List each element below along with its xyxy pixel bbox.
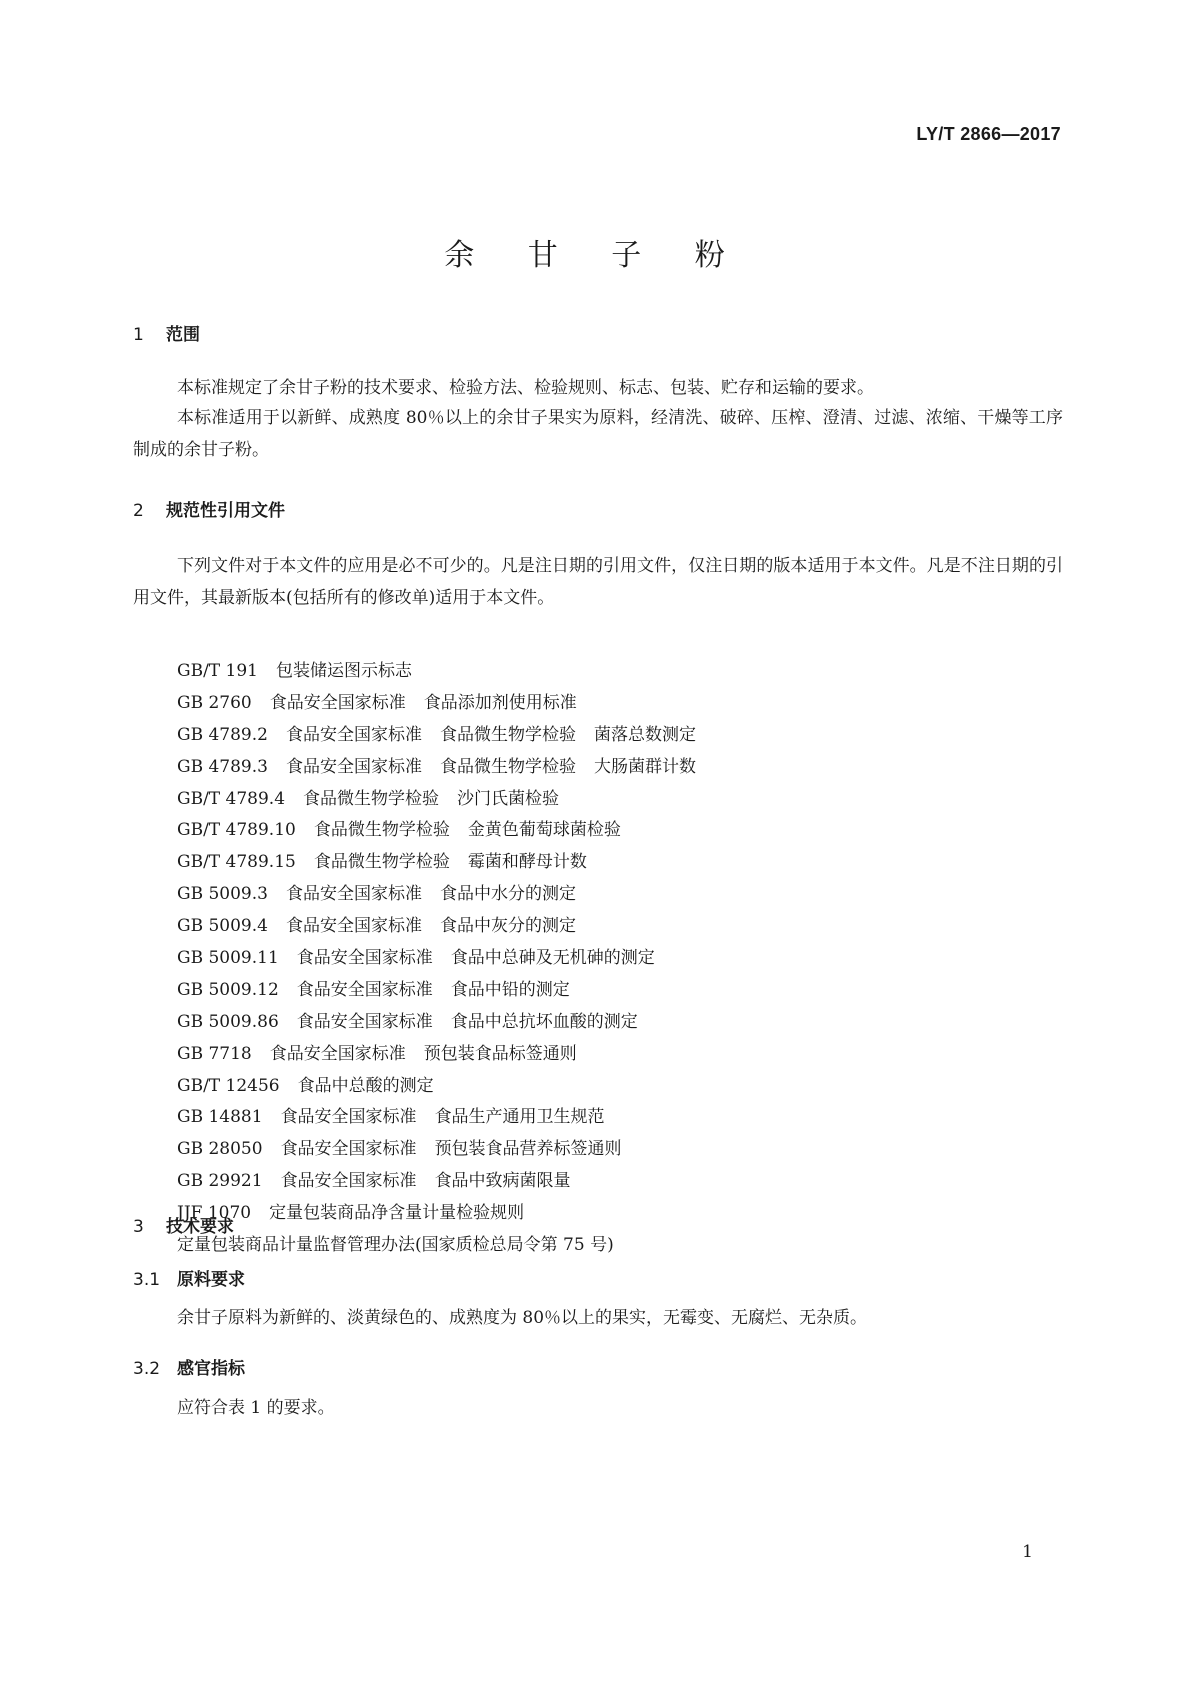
reference-code: GB 5009.4: [177, 916, 268, 937]
reference-subtitle: 沙门氏菌检验: [457, 788, 560, 809]
reference-code: GB 5009.11: [177, 948, 279, 969]
section-1-paragraph-2: 本标准适用于以新鲜、成熟度 80％以上的余甘子果实为原料，经清洗、破碎、压榨、澄清、过滤、浓缩、干燥等工序制成的余甘子粉。: [133, 408, 1063, 460]
reference-title: 食品微生物学检验: [313, 820, 450, 841]
reference-title: 食品安全国家标准: [280, 1139, 417, 1160]
reference-subtitle: 食品微生物学检验: [439, 724, 576, 745]
reference-subtitle: 食品中水分的测定: [439, 884, 576, 905]
section-number: 2: [133, 501, 144, 521]
reference-item: [177, 815, 696, 847]
reference-title: 食品安全国家标准: [285, 884, 422, 905]
reference-title: 食品微生物学检验: [303, 788, 440, 809]
reference-item: [177, 1071, 696, 1103]
reference-item: [177, 847, 696, 879]
reference-code: GB 29921: [177, 1171, 263, 1192]
reference-code: GB 4789.2: [177, 724, 268, 745]
reference-item: [177, 720, 696, 752]
reference-item: [177, 1198, 696, 1230]
reference-subtitle: 食品中铅的测定: [450, 979, 570, 1000]
reference-item: [177, 656, 696, 688]
section-number: 3.2: [133, 1359, 161, 1379]
reference-item: [177, 1007, 696, 1039]
reference-code: JJF 1070: [177, 1203, 252, 1224]
reference-code: GB 14881: [177, 1107, 263, 1128]
reference-item: [177, 879, 696, 911]
section-3-1-heading: [133, 1265, 245, 1290]
section-number: 3.1: [133, 1270, 161, 1290]
reference-title: 食品安全国家标准: [296, 1011, 433, 1032]
reference-subtitle2: 大肠菌群计数: [593, 756, 696, 777]
section-title: 原料要求: [177, 1270, 245, 1290]
section-number: 3: [133, 1217, 144, 1237]
reference-title: 食品安全国家标准: [296, 979, 433, 1000]
reference-title: 食品安全国家标准: [280, 1171, 417, 1192]
reference-code: GB/T 4789.15: [177, 852, 296, 873]
section-2-heading: [133, 496, 285, 521]
reference-subtitle: 食品中灰分的测定: [439, 916, 576, 937]
reference-subtitle: 霉菌和酵母计数: [467, 852, 587, 873]
section-1-paragraph-1: 本标准规定了余甘子粉的技术要求、检验方法、检验规则、标志、包装、贮存和运输的要求。: [177, 378, 874, 398]
reference-item: [177, 784, 696, 816]
reference-item: [177, 1102, 696, 1134]
reference-item: [177, 1134, 696, 1166]
reference-title: 定量包装商品净含量计量检验规则: [269, 1203, 525, 1224]
reference-code: GB/T 191: [177, 661, 258, 681]
reference-item: [177, 1166, 696, 1198]
section-number: 1: [133, 325, 144, 345]
section-title: 技术要求: [166, 1217, 234, 1237]
reference-subtitle: 食品微生物学检验: [439, 756, 576, 777]
section-title: 范围: [166, 325, 200, 345]
reference-item: [177, 943, 696, 975]
reference-title: 食品安全国家标准: [269, 1043, 406, 1064]
reference-subtitle: 预包装食品营养标签通则: [434, 1139, 622, 1160]
section-title: 感官指标: [177, 1359, 245, 1379]
reference-title: 包装储运图示标志: [276, 661, 412, 681]
reference-subtitle: 食品中总抗坏血酸的测定: [450, 1011, 638, 1032]
reference-code: GB 4789.3: [177, 756, 268, 777]
reference-subtitle: 金黄色葡萄球菌检验: [467, 820, 621, 841]
reference-code: GB 5009.12: [177, 979, 279, 1000]
reference-code: GB 28050: [177, 1139, 263, 1160]
reference-code: GB 5009.86: [177, 1011, 279, 1032]
reference-title: 食品微生物学检验: [313, 852, 450, 873]
reference-item: [177, 911, 696, 943]
reference-subtitle: 食品添加剂使用标准: [423, 692, 577, 713]
reference-code: GB/T 12456: [177, 1075, 280, 1096]
reference-code: GB 7718: [177, 1043, 252, 1064]
section-3-2-paragraph-1: 应符合表 1 的要求。: [177, 1398, 335, 1418]
section-2-paragraph-1: 下列文件对于本文件的应用是必不可少的。凡是注日期的引用文件，仅注日期的版本适用于本文件。凡是不注日期的引用文件，其最新版本(包括所有的修改单)适用于本文件。: [133, 556, 1063, 608]
reference-code: GB/T 4789.4: [177, 788, 286, 809]
reference-item: [177, 1230, 696, 1262]
reference-item: [177, 752, 696, 784]
reference-subtitle2: 菌落总数测定: [593, 724, 696, 745]
reference-code: GB/T 4789.10: [177, 820, 296, 841]
section-3-1-paragraph-1: 余甘子原料为新鲜的、淡黄绿色的、成熟度为 80％以上的果实，无霉变、无腐烂、无杂质。: [177, 1308, 868, 1328]
document-title: 余 甘 子 粉: [444, 238, 747, 273]
reference-title: 食品安全国家标准: [285, 916, 422, 937]
section-3-heading: [133, 1212, 234, 1237]
reference-subtitle: 预包装食品标签通则: [423, 1043, 577, 1064]
reference-subtitle: 食品中总砷及无机砷的测定: [450, 948, 655, 969]
section-3-2-heading: [133, 1354, 245, 1379]
reference-subtitle: 食品生产通用卫生规范: [434, 1107, 605, 1128]
reference-title: 食品安全国家标准: [296, 948, 433, 969]
reference-list: [177, 656, 696, 1262]
reference-title: 食品安全国家标准: [285, 724, 422, 745]
standard-code: LY/T 2866—2017: [916, 124, 1061, 144]
reference-code: GB 5009.3: [177, 884, 268, 905]
page-number: 1: [1022, 1542, 1033, 1562]
section-1-heading: [133, 320, 200, 345]
section-title: 规范性引用文件: [166, 501, 285, 521]
reference-title: 食品安全国家标准: [280, 1107, 417, 1128]
reference-subtitle: 食品中致病菌限量: [434, 1171, 571, 1192]
reference-code: GB 2760: [177, 692, 252, 713]
reference-title: 食品安全国家标准: [285, 756, 422, 777]
reference-item: [177, 1039, 696, 1071]
reference-title: 定量包装商品计量监督管理办法(国家质检总局令第 75 号): [177, 1235, 614, 1256]
reference-item: [177, 688, 696, 720]
reference-title: 食品中总酸的测定: [297, 1075, 434, 1096]
reference-item: [177, 975, 696, 1007]
reference-title: 食品安全国家标准: [269, 692, 406, 713]
